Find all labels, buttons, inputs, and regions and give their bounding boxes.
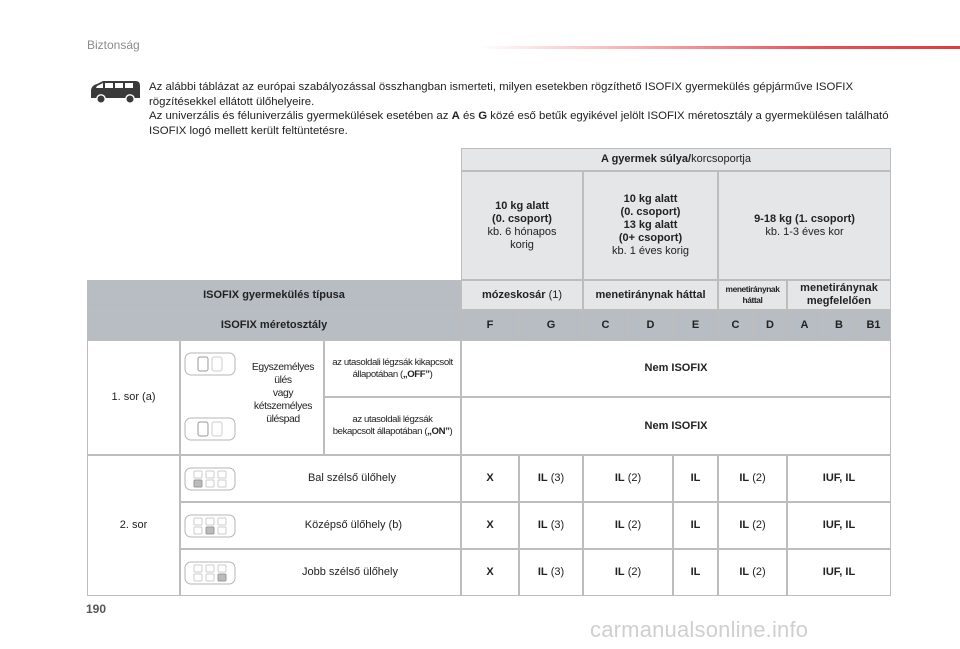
size-class-b: B (822, 310, 856, 340)
row2-seat-center-f: X (461, 502, 519, 549)
group-cell-3: 9-18 kg (1. csoport) kb. 1-3 éves kor (718, 171, 891, 280)
size-class-e: E (673, 310, 718, 340)
size-label: ISOFIX méretosztály (87, 310, 461, 340)
row2-seat-left-f: X (461, 455, 519, 502)
row2-seat-center-abb1: IUF, IL (787, 502, 891, 549)
weight-header: A gyermek súlya/korcsoportja (461, 148, 891, 171)
size-class-c: C (583, 310, 628, 340)
row2-seat-right-e: IL (673, 549, 718, 596)
row2-seat-center-cd: IL (2) (583, 502, 673, 549)
row2-seat-left-name: Bal szélső ülőhely (180, 455, 461, 502)
watermark: carmanualsonline.info (590, 617, 809, 642)
row2-seat-right-g: IL (3) (519, 549, 583, 596)
section-title: Biztonság (87, 38, 140, 52)
type-rear-facing-small: menetiránynak háttal (718, 280, 787, 310)
type-carrycot: mózeskosár (1) (461, 280, 583, 310)
group-cell-1: 10 kg alatt (0. csoport) kb. 6 hónapos korig (461, 171, 583, 280)
row2-seat-center-g: IL (3) (519, 502, 583, 549)
row2-seat-left-c2d2: IL (2) (718, 455, 787, 502)
row2-seat-center-c2d2: IL (2) (718, 502, 787, 549)
row1-airbag-off: az utasoldali légzsák kikapcsolt állapotában („OFF”) (324, 340, 461, 397)
type-label: ISOFIX gyermekülés típusa (87, 280, 461, 310)
size-class-c2: C (718, 310, 753, 340)
row1-not-isofix-on: Nem ISOFIX (461, 397, 891, 455)
type-rear-facing: menetiránynak háttal (583, 280, 718, 310)
rear-seat-center-diagram-icon (184, 513, 236, 539)
rear-seat-left-diagram-icon (184, 466, 236, 492)
row2-seat-right-cd: IL (2) (583, 549, 673, 596)
page-number: 190 (86, 602, 107, 616)
row2-seat-left-abb1: IUF, IL (787, 455, 891, 502)
size-class-f: F (461, 310, 519, 340)
intro-paragraph-1: Az alábbi táblázat az európai szabályozással összhangban ismerteti, milyen esetekben rögzíthető ISOFIX gyermekülés gépjárműve ISOFIX rögzítésekkel ellátott ülőhelyeire. (149, 81, 854, 108)
isofix-table (87, 148, 891, 596)
group-cell-2: 10 kg alatt (0. csoport) 13 kg alatt (0+ csoport) kb. 1 éves korig (583, 171, 718, 280)
size-class-g: G (519, 310, 583, 340)
row1-not-isofix-off: Nem ISOFIX (461, 340, 891, 397)
size-class-d2: D (753, 310, 787, 340)
row2-seat-left-cd: IL (2) (583, 455, 673, 502)
row2-seat-center-name: Középső ülőhely (b) (180, 502, 461, 549)
intro-paragraph-2: Az univerzális és féluniverzális gyermekülések esetében az A és G közé eső betűk egyikével jelölt ISOFIX méretosztály a gyermekülésen található ISOFIX logó mellett került feltüntetésre. (149, 110, 889, 137)
type-forward-facing: menetiránynak megfelelően (787, 280, 891, 310)
row2-seat-left-g: IL (3) (519, 455, 583, 502)
row2-seat-right-name: Jobb szélső ülőhely (180, 549, 461, 596)
header-accent-bar (480, 46, 960, 49)
size-class-d: D (628, 310, 673, 340)
row1-label: 1. sor (a) (87, 340, 180, 455)
row2-seat-left-e: IL (673, 455, 718, 502)
row2-seat-right-c2d2: IL (2) (718, 549, 787, 596)
rear-seat-right-diagram-icon (184, 560, 236, 586)
row2-label: 2. sor (87, 455, 180, 596)
size-class-a: A (787, 310, 822, 340)
row1-airbag-on: az utasoldali légzsák bekapcsolt állapotában („ON”) (324, 397, 461, 455)
car-icon (88, 78, 142, 106)
row1-seat-description: Egyszemélyes ülés vagy kétszemélyes üléspad (251, 362, 315, 425)
front-seat-diagram-icon (184, 351, 236, 377)
row2-seat-right-f: X (461, 549, 519, 596)
row2-seat-center-e: IL (673, 502, 718, 549)
row2-seat-right-abb1: IUF, IL (787, 549, 891, 596)
size-class-b1: B1 (856, 310, 891, 340)
front-seat-diagram-icon (184, 416, 236, 442)
intro-text (149, 80, 909, 138)
